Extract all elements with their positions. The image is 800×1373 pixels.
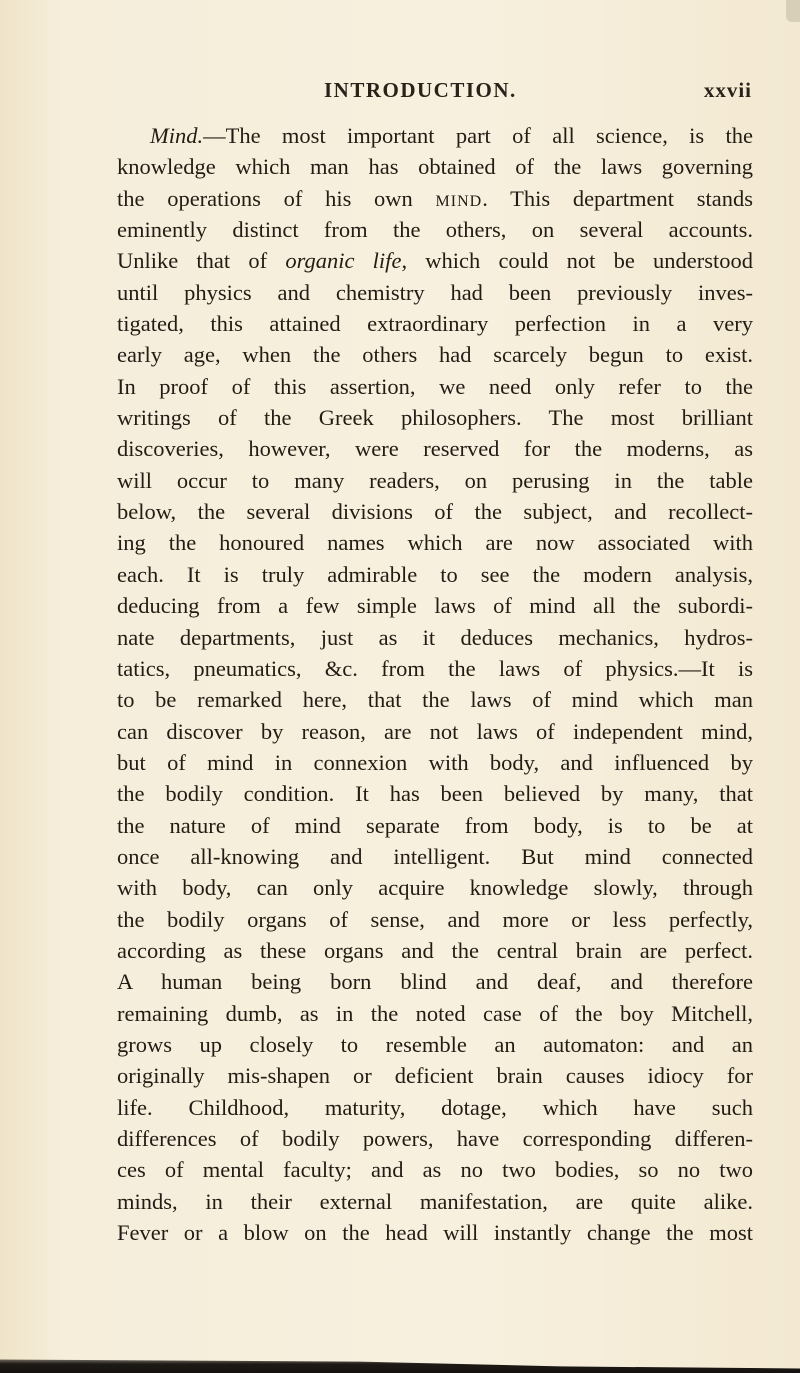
running-head-title: INTRODUCTION. [324, 78, 517, 102]
text-line-36: Fever or a blow on the head will instantly change the most [117, 1220, 753, 1246]
text-line-1-rest: —The most important part of all science, is the [203, 123, 753, 148]
text-line-18: tatics, pneumatics, &c. from the laws of physics.—It is [117, 655, 753, 681]
text-line-23: the nature of mind separate from body, is to be at [117, 812, 753, 838]
text-line-30: grows up closely to resemble an automaton: and an [117, 1031, 753, 1057]
body-paragraph [117, 120, 753, 1248]
page-edge-shadow [0, 1343, 800, 1373]
text-line-32: life. Childhood, maturity, dotage, which have such [117, 1094, 753, 1120]
text-line-9: In proof of this assertion, we need only refer to the [117, 373, 753, 399]
text-line-3-rest: . This department stands [482, 185, 753, 211]
text-line-22: the bodily condition. It has been believed by many, that [117, 781, 753, 807]
text-line-14: ing the honoured names which are now associated with [117, 530, 753, 556]
text-line-15: each. It is truly admirable to see the modern analysis, [117, 561, 753, 587]
text-line-12: will occur to many readers, on perusing in the table [117, 467, 753, 493]
text-line-10: writings of the Greek philosophers. The most brilliant [117, 405, 753, 431]
text-line-35: minds, in their external manifestation, are quite alike. [117, 1188, 753, 1214]
text-line-1 [117, 120, 753, 151]
text-line-8: early age, when the others had scarcely begun to exist. [117, 342, 753, 368]
text-line-5-rest: , which could not be understood [401, 248, 754, 274]
text-line-29: remaining dumb, as in the noted case of the boy Mitchell, [117, 1000, 753, 1026]
section-heading-mind: Mind. [150, 123, 204, 148]
text-line-26: the bodily organs of sense, and more or less perfectly, [117, 906, 753, 932]
text-line-16: deducing from a few simple laws of mind all the subordi- [117, 593, 753, 619]
page-corner-mark [786, 0, 800, 22]
italic-organic-life: organic life [285, 248, 402, 274]
text-line-27: according as these organs and the central brain are perfect. [117, 937, 753, 963]
text-line-21: but of mind in connexion with body, and influenced by [117, 749, 753, 775]
text-line-3 [117, 183, 753, 214]
text-line-5-start: Unlike that of [117, 248, 268, 274]
running-head [117, 78, 752, 108]
text-line-28: A human being born blind and deaf, and therefore [117, 969, 753, 995]
text-line-33: differences of bodily powers, have corresponding differen- [117, 1126, 753, 1151]
text-line-5 [117, 245, 753, 276]
text-line-19: to be remarked here, that the laws of mind which man [117, 687, 753, 713]
text-line-4: eminently distinct from the others, on several accounts. [117, 217, 753, 243]
text-line-17: nate departments, just as it deduces mechanics, hydros- [117, 624, 753, 650]
page-number: xxvii [703, 78, 752, 102]
text-line-34: ces of mental faculty; and as no two bodies, so no two [117, 1157, 753, 1183]
small-caps-mind: mind [435, 185, 483, 211]
text-line-3-start: the operations of his own [117, 185, 413, 211]
text-line-13: below, the several divisions of the subject, and recollect- [117, 499, 753, 525]
text-line-25: with body, can only acquire knowledge slowly, through [117, 875, 753, 901]
text-line-20: can discover by reason, are not laws of independent mind, [117, 718, 753, 744]
text-line-2: knowledge which man has obtained of the laws governing [117, 154, 753, 180]
text-line-11: discoveries, however, were reserved for the moderns, as [117, 436, 753, 462]
text-line-7: tigated, this attained extraordinary perfection in a very [117, 311, 753, 337]
text-line-24: once all-knowing and intelligent. But mind connected [117, 843, 753, 869]
text-line-31: originally mis-shapen or deficient brain causes idiocy for [117, 1063, 753, 1089]
text-line-6: until physics and chemistry had been previously inves- [117, 279, 753, 305]
